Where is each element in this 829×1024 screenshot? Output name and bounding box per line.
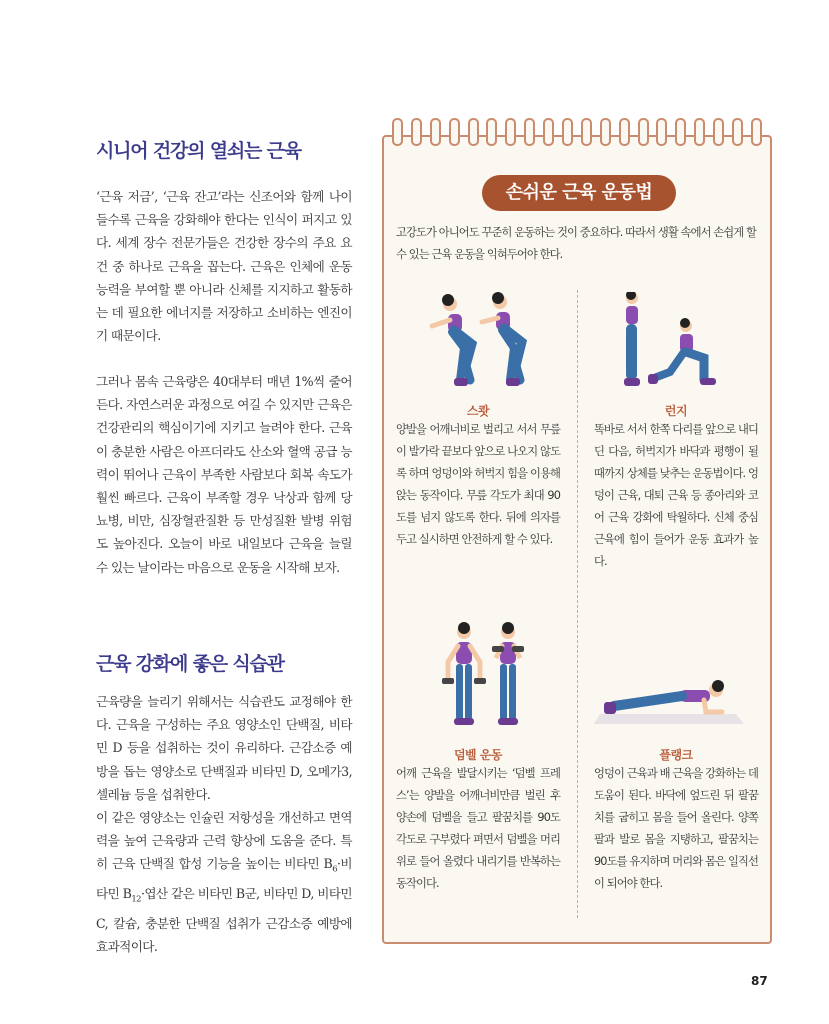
- exercise-desc-lunge: 똑바로 서서 한쪽 다리를 앞으로 내디딘 다음, 허벅지가 바닥과 평행이 될 때까지 상체를 낮추는 운동법이다. 엉덩이 근육, 대퇴 근육 등 종아리와 코어 근육 강화에 탁월하다. 신체 중심 근육에 힘이 들어가 운동 효과가 높다.: [594, 423, 758, 568]
- dumbbell-illustration: [440, 622, 532, 734]
- exercise-name-dumbbell: 덤벨 운동: [453, 748, 503, 762]
- plank-illustration: [594, 676, 744, 728]
- section-title-senior-muscle: 시니어 건강의 열쇠는 근육: [96, 140, 301, 162]
- paragraph-1: ‘근육 저금’, ‘근육 잔고’라는 신조어와 함께 나이 들수록 근육을 강화해야 한다는 인식이 퍼지고 있다. 세계 장수 전문가들은 건강한 장수의 주요 요건 중 하나로 근육을 꼽는다. 근육은 인체에 운동 능력을 부여할 뿐 아니라 신체를 지지하고 활동하는 데 필요한 에너지를 저장하고 소비하는 엔진이기 때문이다.: [96, 189, 352, 344]
- paragraph-2: 그러나 몸속 근육량은 40대부터 매년 1%씩 줄어든다. 자연스러운 과정으로 여길 수 있지만 근육은 건강관리의 핵심이기에 지키고 늘려야 한다. 근육이 충분한 사람은 아프더라도 산소와 혈액 공급 능력이 뛰어나 근육이 부족한 사람보다 회복 속도가 훨씬 빠르다. 근육이 부족할 경우 낙상과 함께 당뇨병, 비만, 심장혈관질환 등 만성질환 발병 위험도 높아진다. 오늘이 바로 내일보다 근육을 늘릴 수 있는 날이라는 마음으로 운동을 시작해 보자.: [96, 374, 352, 575]
- paragraph-4: 이 같은 영양소는 인슐린 저항성을 개선하고 면역력을 높여 근육량과 근력 향상에 도움을 준다. 특히 근육 단백질 합성 기능을 높이는 비타민 $B_6\cdot$비타민 $B_{12}\cdot$엽산 같은 비타민 B군, 비타민 D, 비타민 C, 칼슘, 충분한 단백질 섭취가 근감소증 예방에 효과적이다.: [96, 810, 352, 955]
- box-intro: 고강도가 아니어도 꾸준히 운동하는 것이 중요하다. 따라서 생활 속에서 손쉽게 할 수 있는 근육 운동을 익혀두어야 한다.: [396, 226, 757, 261]
- section-title-diet: 근육 강화에 좋은 식습관: [96, 653, 284, 675]
- exercise-desc-plank: 엉덩이 근육과 배 근육을 강화하는 데 도움이 된다. 바닥에 엎드린 뒤 팔꿈치를 굽히고 몸을 들어 올린다. 양쪽 팔과 발로 몸을 지탱하고, 팔꿈치는 90도를 유지하며 머리와 몸은 일직선이 되어야 한다.: [594, 767, 758, 890]
- exercise-desc-dumbbell: 어깨 근육을 발달시키는 ‘덤벨 프레스’는 양발을 어깨너비만큼 벌린 후 양손에 덤벨을 들고 팔꿈치를 90도 각도로 구부렸다 펴면서 덤벨을 머리 위로 들어 올렸다 내리기를 반복하는 동작이다.: [396, 767, 560, 890]
- exercise-name-plank: 플랭크: [659, 748, 693, 762]
- paragraph-3: 근육량을 늘리기 위해서는 식습관도 교정해야 한다. 근육을 구성하는 주요 영양소인 단백질, 비타민 D 등을 섭취하는 것이 유리하다. 근감소증 예방을 돕는 영양소로 단백질과 비타민 D, 오메가3, 셀레늄 등을 섭취한다.: [96, 694, 352, 802]
- exercise-name-lunge: 런지: [664, 404, 688, 418]
- squat-illustration: [422, 292, 537, 392]
- exercise-name-squat: 스쾃: [466, 404, 490, 418]
- exercise-desc-squat: 양발을 어깨너비로 벌리고 서서 무릎이 발가락 끝보다 앞으로 나오지 않도록 하며 엉덩이와 허벅지 힘을 이용해 앉는 동작이다. 무릎 각도가 최대 90도를 넘지 않도록 한다. 뒤에 의자를 두고 실시하면 안전하게 할 수 있다.: [396, 423, 560, 546]
- lunge-illustration: [620, 292, 720, 392]
- page-number: 87: [751, 974, 768, 988]
- box-title-pill: 손쉬운 근육 운동법: [482, 175, 676, 211]
- column-divider: [577, 290, 578, 918]
- notepad-binding-rings: [392, 118, 762, 148]
